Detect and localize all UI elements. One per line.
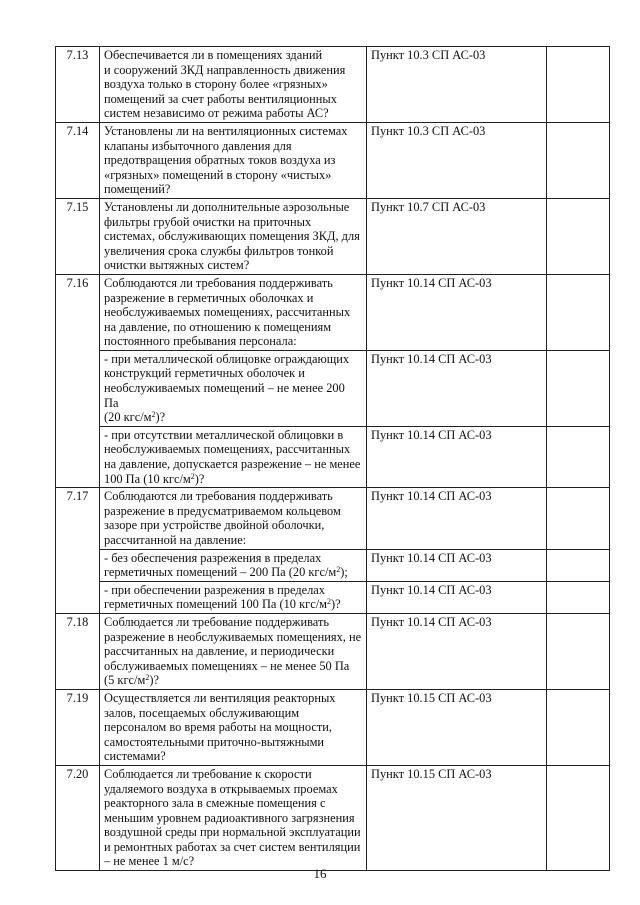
answer-cell — [547, 122, 610, 198]
question-text: Осуществляется ли вентиляция реакторных залов, посещаемых обслуживающим персоналом во время работы на мощности, самостоятельными приточно-вытяжными системами? — [100, 689, 367, 765]
item-number: 7.14 — [56, 122, 100, 198]
norm-reference: Пункт 10.3 СП АС-03 — [367, 47, 547, 123]
question-text: Соблюдаются ли требования поддерживать разрежение в герметичных оболочках и необслуживаемых помещениях, рассчитанных на давление, по отношению к помещениям постоянного пребывания персонала: — [100, 274, 367, 350]
norm-reference: Пункт 10.14 СП АС-03 — [367, 581, 547, 613]
norm-reference: Пункт 10.14 СП АС-03 — [367, 274, 547, 350]
answer-cell — [547, 488, 610, 549]
question-text: Установлены ли на вентиляционных системах клапаны избыточного давления для предотвращения обратных токов воздуха из «грязных» помещений в сторону «чистых» помещений? — [100, 122, 367, 198]
norm-reference: Пункт 10.14 СП АС-03 — [367, 549, 547, 581]
sub-question-text: - при отсутствии металлической облицовки в необслуживаемых помещениях, рассчитанных на давление, допускается разрежение – не менее 100 Па (10 кгс/$м^2$)? — [100, 426, 367, 487]
answer-cell — [547, 765, 610, 870]
table-row — [56, 122, 610, 198]
item-number: 7.13 — [56, 47, 100, 123]
item-number: 7.15 — [56, 198, 100, 274]
question-text: Соблюдаются ли требования поддерживать разрежение в предусматриваемом кольцевом зазоре при устройстве двойной оболочки, рассчитанной на давление: — [100, 488, 367, 549]
answer-cell — [547, 198, 610, 274]
table-subrow — [56, 350, 610, 426]
answer-cell — [547, 426, 610, 487]
table-row — [56, 488, 610, 549]
norm-reference: Пункт 10.7 СП АС-03 — [367, 198, 547, 274]
table-subrow — [56, 549, 610, 581]
table-subrow — [56, 426, 610, 487]
table-row — [56, 765, 610, 870]
item-number: 7.17 — [56, 488, 100, 614]
table-subrow — [56, 581, 610, 613]
question-text: Соблюдается ли требование к скорости удаляемого воздуха в открываемых проемах реакторного зала в смежные помещения с меньшим уровнем радиоактивного загрязнения воздушной среды при нормальной эксплуатации и ремонтных работах за счет систем вентиляции – не менее 1 м/с? — [100, 765, 367, 870]
norm-reference: Пункт 10.15 СП АС-03 — [367, 765, 547, 870]
question-text: Обеспечивается ли в помещениях зданий и сооружений ЗКД направленность движения воздуха только в сторону более «грязных» помещений за счет работы вентиляционных систем независимо от режима работы АС? — [100, 47, 367, 123]
table-row — [56, 198, 610, 274]
page-number: 16 — [313, 866, 327, 881]
sub-question-text: - без обеспечения разрежения в пределах герметичных помещений – 200 Па (20 кгс/$м^2$); — [100, 549, 367, 581]
checklist-table — [55, 46, 610, 871]
item-number: 7.18 — [56, 613, 100, 689]
table-row — [56, 689, 610, 765]
sub-question-text: - при металлической облицовке ограждающих конструкций герметичных оболочек и необслуживаемых помещений – не менее 200 Па (20 кгс/$м^2$)? — [100, 350, 367, 426]
answer-cell — [547, 613, 610, 689]
answer-cell — [547, 350, 610, 426]
answer-cell — [547, 549, 610, 581]
norm-reference: Пункт 10.14 СП АС-03 — [367, 426, 547, 487]
question-text: Соблюдается ли требование поддерживать разрежение в необслуживаемых помещениях, не рассчитанных на давление, и периодически обслуживаемых помещениях – не менее 50 Па (5 кгс/$м^2$)? — [100, 613, 367, 689]
norm-reference: Пункт 10.3 СП АС-03 — [367, 122, 547, 198]
item-number: 7.16 — [56, 274, 100, 487]
norm-reference: Пункт 10.15 СП АС-03 — [367, 689, 547, 765]
sub-question-text: - при обеспечении разрежения в пределах герметичных помещений 100 Па (10 кгс/$м^2$)? — [100, 581, 367, 613]
norm-reference: Пункт 10.14 СП АС-03 — [367, 613, 547, 689]
answer-cell — [547, 47, 610, 123]
item-number: 7.19 — [56, 689, 100, 765]
answer-cell — [547, 581, 610, 613]
norm-reference: Пункт 10.14 СП АС-03 — [367, 488, 547, 549]
answer-cell — [547, 274, 610, 350]
answer-cell — [547, 689, 610, 765]
table-row — [56, 613, 610, 689]
norm-reference: Пункт 10.14 СП АС-03 — [367, 350, 547, 426]
question-text: Установлены ли дополнительные аэрозольные фильтры грубой очистки на приточных системах, обслуживающих помещения ЗКД, для увеличения срока службы фильтров тонкой очистки вытяжных систем? — [100, 198, 367, 274]
item-number: 7.20 — [56, 765, 100, 870]
table-row — [56, 274, 610, 350]
table-row — [56, 47, 610, 123]
